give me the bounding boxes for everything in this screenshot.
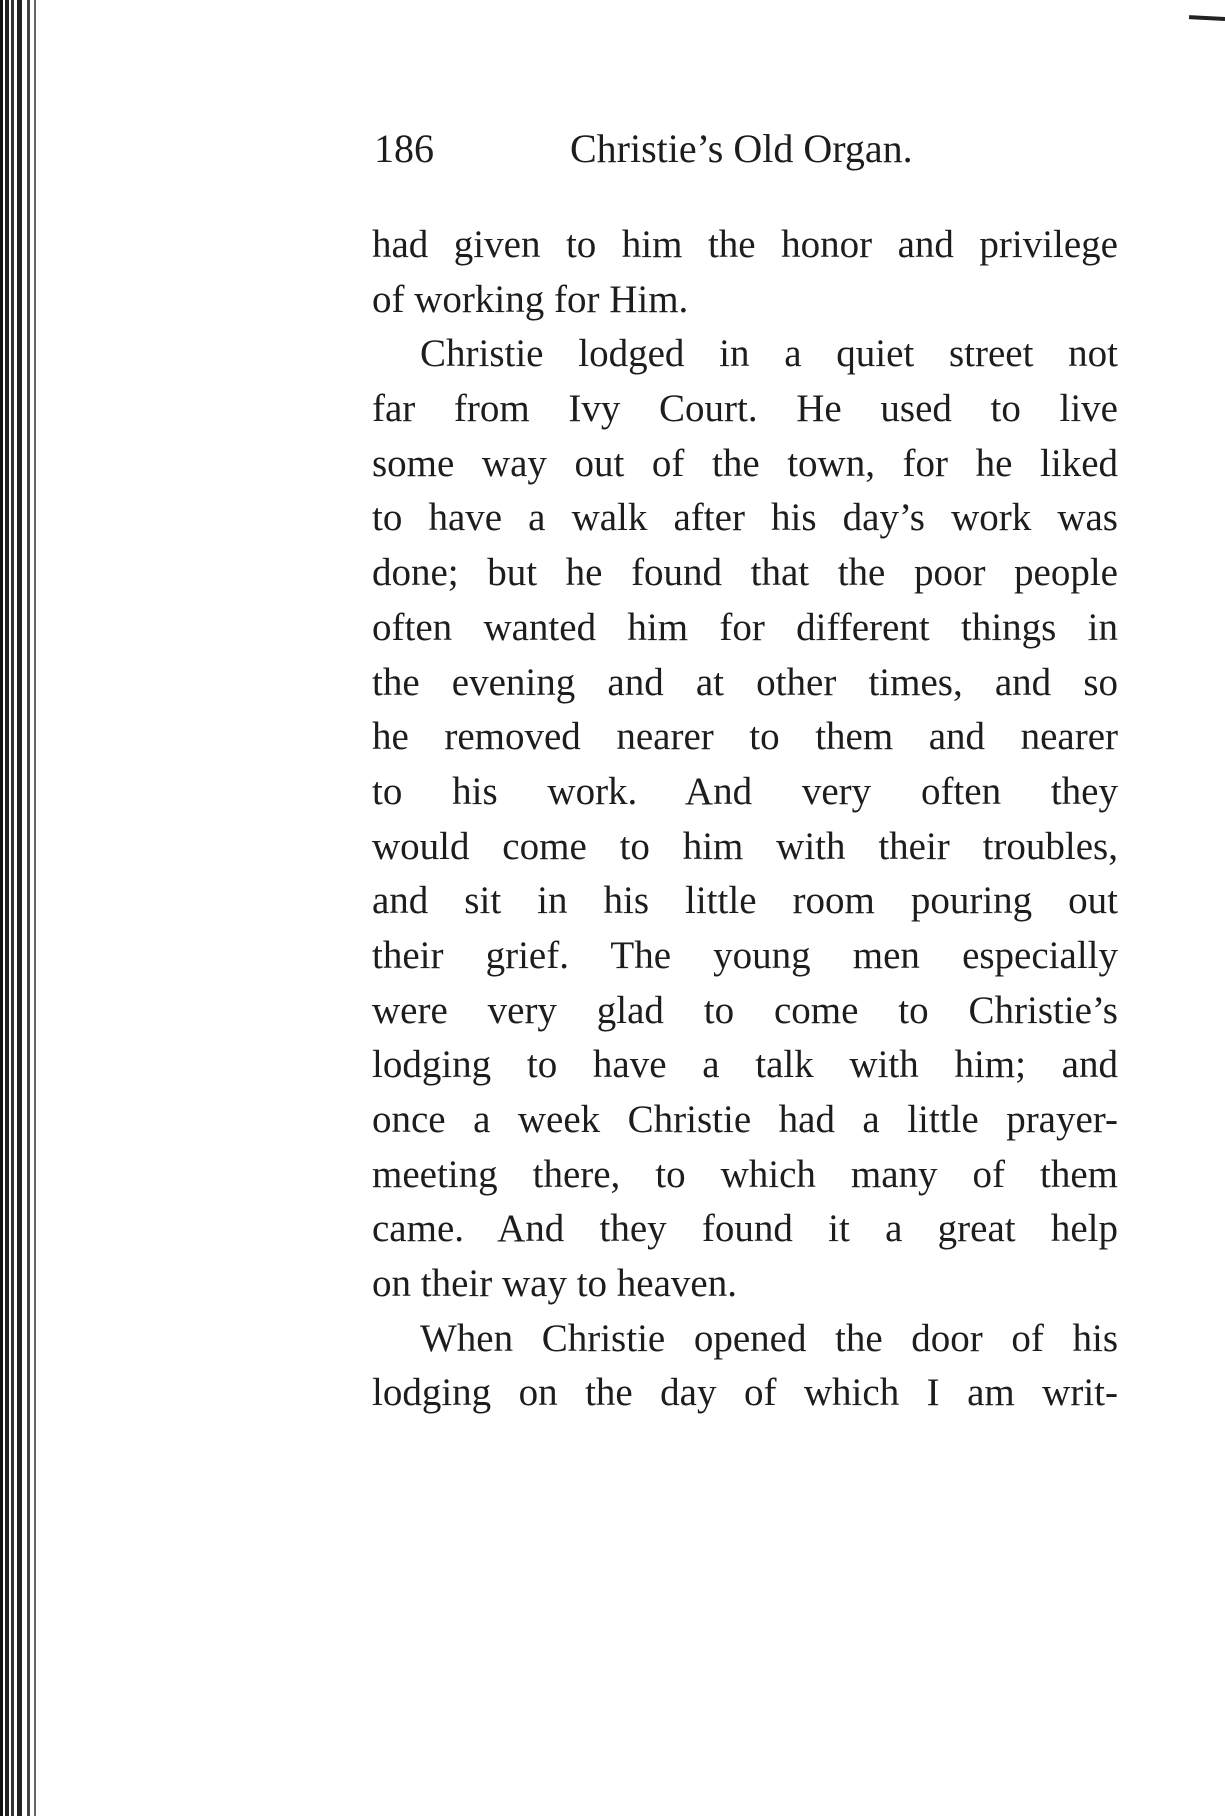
text-line: he removed nearer to them and nearer bbox=[372, 715, 1118, 759]
text-line: of working for Him. bbox=[372, 277, 689, 321]
page-header bbox=[374, 124, 974, 174]
text-line: once a week Christie had a little prayer- bbox=[372, 1098, 1118, 1141]
body-text bbox=[372, 218, 1118, 1421]
running-title: Christie’s Old Organ. bbox=[570, 126, 913, 171]
text-line: done; but he found that the poor people bbox=[372, 551, 1118, 595]
text-line: on their way to heaven. bbox=[372, 1262, 737, 1306]
book-binding-edge bbox=[0, 0, 42, 1816]
text-line: When Christie opened the door of his bbox=[420, 1316, 1118, 1360]
text-line: would come to him with their troubles, bbox=[372, 824, 1118, 868]
text-line: lodging on the day of which I am writ- bbox=[372, 1371, 1118, 1415]
page-number: 186 bbox=[374, 126, 434, 171]
text-line: had given to him the honor and privilege bbox=[372, 223, 1118, 266]
text-line: their grief. The young men especially bbox=[372, 933, 1118, 977]
page-corner-mark bbox=[1189, 15, 1225, 21]
paragraph-1 bbox=[372, 218, 1118, 327]
text-line: lodging to have a talk with him; and bbox=[372, 1043, 1118, 1087]
text-line: often wanted him for different things in bbox=[372, 605, 1118, 649]
text-line: meeting there, to which many of them bbox=[372, 1152, 1118, 1196]
text-line: and sit in his little room pouring out bbox=[372, 879, 1118, 923]
text-line: Christie lodged in a quiet street not bbox=[420, 332, 1118, 376]
text-line: far from Ivy Court. He used to live bbox=[372, 387, 1118, 431]
text-line: came. And they found it a great help bbox=[372, 1207, 1118, 1251]
text-line: some way out of the town, for he liked bbox=[372, 441, 1118, 485]
paragraph-3 bbox=[372, 1312, 1118, 1421]
text-line: to his work. And very often they bbox=[372, 769, 1118, 813]
paragraph-2 bbox=[372, 327, 1118, 1311]
text-line: were very glad to come to Christie’s bbox=[372, 988, 1118, 1032]
text-line: the evening and at other times, and so bbox=[372, 660, 1118, 704]
text-line: to have a walk after his day’s work was bbox=[372, 496, 1118, 540]
